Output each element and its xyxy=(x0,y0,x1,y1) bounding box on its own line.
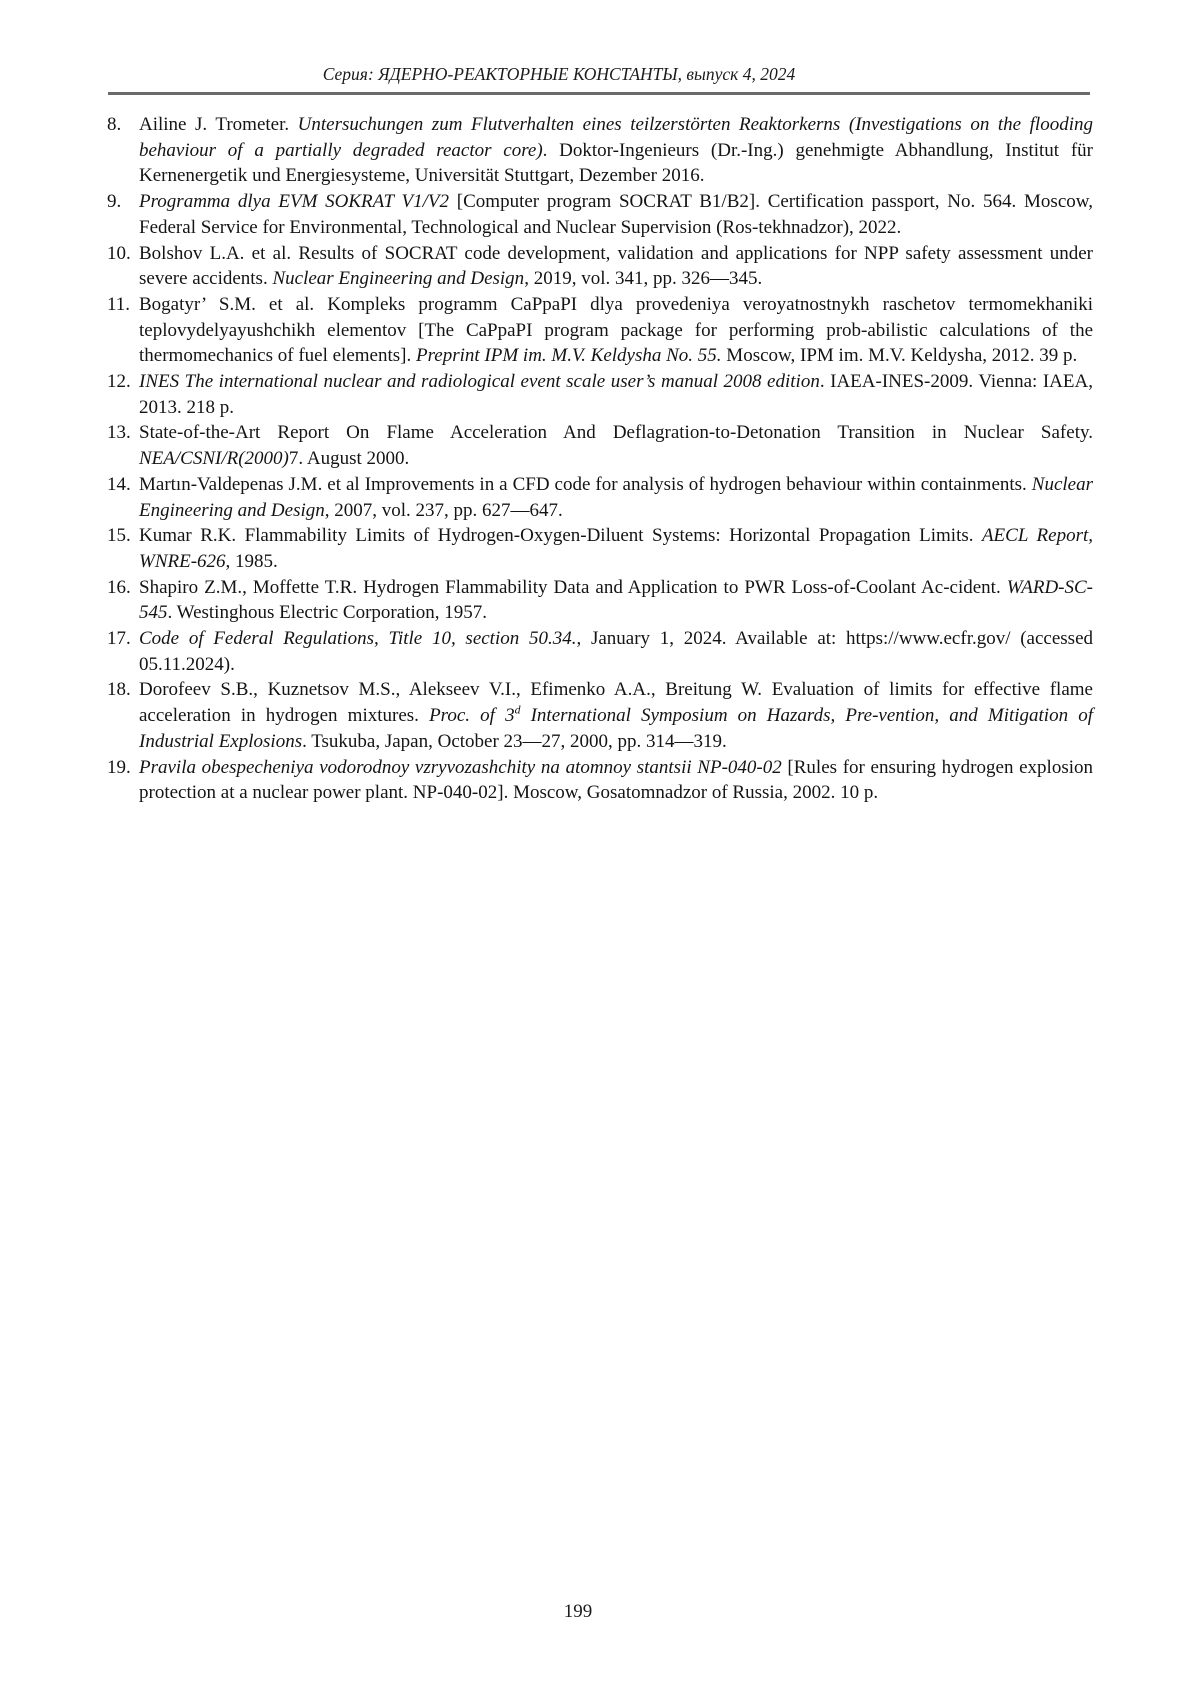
reference-segment: Untersuchungen zum Flutverhalten eines teilzerstörten Reaktorkerns (Investigations on the flooding behaviour of a partially degraded reactor core) xyxy=(139,114,1093,161)
reference-item xyxy=(107,189,1093,240)
reference-segment: Martın-Valdepenas J.M. et al Improvements in a CFD code for analysis of hydrogen behaviour within containments. xyxy=(139,473,1032,495)
reference-segment: State-of-the-Art Report On Flame Acceleration And Deflagration-to-Detonation Transition in Nuclear Safety. xyxy=(139,422,1093,444)
reference-number: 8. xyxy=(107,114,122,135)
reference-segment: , 1985. xyxy=(225,550,278,572)
reference-segment: . Tsukuba, Japan, October 23—27, 2000, pp. 314—319. xyxy=(302,730,727,752)
reference-item xyxy=(107,677,1093,754)
reference-segment: Nuclear Engineering and Design xyxy=(272,268,525,290)
page-number: 199 xyxy=(563,1601,593,1622)
reference-text xyxy=(139,294,1093,366)
reference-text xyxy=(139,191,1093,238)
reference-text xyxy=(139,422,1093,469)
reference-segment: NEA/CSNI/R(2000) xyxy=(139,448,289,470)
reference-number: 19. xyxy=(107,756,131,778)
reference-text xyxy=(139,628,1093,675)
reference-segment: Proc. of 3 xyxy=(429,705,515,727)
header-rule xyxy=(108,92,1090,95)
reference-segment: Code of Federal Regulations, Title 10, section 50.34. xyxy=(139,628,577,650)
reference-text xyxy=(139,474,1093,521)
reference-segment: Moscow, IPM im. M.V. Keldysha, 2012. 39 p. xyxy=(721,345,1078,367)
reference-segment: , 2007, vol. 237, pp. 627—647. xyxy=(324,499,563,521)
reference-item xyxy=(107,112,1093,189)
reference-segment: Programma dlya EVM SOKRAT V1/V2 xyxy=(139,191,450,213)
reference-item xyxy=(107,292,1093,369)
reference-segment: Bolshov L.A. et al. Results of SOCRAT code development, validation and applications for NPP safety assessment under severe accidents. xyxy=(139,242,1093,290)
reference-item xyxy=(107,626,1093,677)
reference-text xyxy=(139,371,1093,418)
reference-item xyxy=(107,755,1094,806)
reference-item xyxy=(107,369,1093,420)
reference-item xyxy=(107,472,1093,523)
reference-text xyxy=(139,243,1093,290)
reference-item xyxy=(107,241,1093,292)
reference-item xyxy=(107,575,1093,626)
reference-segment: Kumar R.K. Flammability Limits of Hydrogen-Oxygen-Diluent Systems: Horizontal Propagation Limits. xyxy=(139,525,982,547)
reference-number: 16. xyxy=(107,576,131,598)
reference-segment: AECL Report, WNRE-626 xyxy=(139,525,1093,572)
reference-segment: International Symposium on Hazards, Pre-vention, and Mitigation of Industrial Explosions xyxy=(139,705,1093,752)
reference-segment: , January 1, 2024. Available at: https://www.ecfr.gov/ (accessed 05.11.2024). xyxy=(139,628,1093,675)
reference-segment: d xyxy=(514,703,521,717)
reference-segment: 7. August 2000. xyxy=(288,448,410,470)
reference-segment: . Doktor-Ingenieurs (Dr.-Ing.) genehmigte Abhandlung, Institut für Kernenergetik und Energiesysteme, Universität Stuttgart, Dezember 2016. xyxy=(139,139,1093,187)
reference-number: 15. xyxy=(107,525,131,547)
reference-text xyxy=(139,757,1093,804)
reference-segment: Shapiro Z.M., Moffette T.R. Hydrogen Flammability Data and Application to PWR Loss-of-Coolant Ac-cident. xyxy=(139,576,1007,598)
reference-number: 17. xyxy=(107,628,131,650)
reference-number: 12. xyxy=(107,371,131,393)
reference-segment: WARD-SC-545 xyxy=(139,576,1093,624)
reference-number: 13. xyxy=(107,422,131,444)
reference-number: 14. xyxy=(107,473,131,495)
reference-number: 18. xyxy=(107,679,131,701)
reference-text xyxy=(139,114,1093,186)
reference-list xyxy=(107,112,1094,806)
reference-segment: . IAEA-INES-2009. Vienna: IAEA, 2013. 218 p. xyxy=(139,371,1093,418)
reference-segment: [Rules for ensuring hydrogen explosion protection at a nuclear power plant. NP-040-02]. Moscow, Gosatomnadzor of Russia, 2002. 10 p. xyxy=(139,756,1094,804)
reference-item xyxy=(107,420,1093,471)
reference-number: 9. xyxy=(107,191,122,213)
reference-text xyxy=(139,525,1093,572)
reference-text xyxy=(139,577,1093,624)
reference-item xyxy=(107,523,1093,574)
reference-segment: Pravila obespecheniya vodorodnoy vzryvozashchity na atomnoy stantsii NP-040-02 xyxy=(139,756,782,778)
reference-number: 10. xyxy=(107,242,131,264)
reference-segment: Ailine J. Trometer. xyxy=(139,114,298,135)
reference-segment: Nuclear Engineering and Design xyxy=(139,473,1093,521)
reference-segment: . Westinghous Electric Corporation, 1957. xyxy=(167,602,487,624)
journal-series-header: Серия: ЯДЕРНО-РЕАКТОРНЫЕ КОНСТАНТЫ, выпуск 4, 2024 xyxy=(322,64,796,84)
reference-text xyxy=(139,679,1093,751)
reference-number: 11. xyxy=(107,293,131,315)
reference-segment: Preprint IPM im. M.V. Keldysha No. 55. xyxy=(415,345,722,367)
reference-segment: [Computer program SOCRAT B1/B2]. Certification passport, No. 564. Moscow, Federal Service for Environmental, Technological and Nuclear Supervision (Ros-tekhnadzor), 2022. xyxy=(139,191,1093,238)
reference-segment: Bogatyr’ S.M. et al. Kompleks programm CaPpaPI dlya provedeniya veroyatnostnykh raschetov termomekhaniki teplovydelyayushchikh elementov [The CaPpaPI program package for performing prob-abilistic calculations of the thermomechanics of fuel elements]. xyxy=(139,293,1093,367)
reference-segment: , 2019, vol. 341, pp. 326—345. xyxy=(524,268,763,290)
reference-segment: INES The international nuclear and radiological event scale user’s manual 2008 edition xyxy=(139,371,820,393)
reference-segment: Dorofeev S.B., Kuznetsov M.S., Alekseev V.I., Efimenko A.A., Breitung W. Evaluation of limits for effective flame acceleration in hydrogen mixtures. xyxy=(139,679,1093,727)
